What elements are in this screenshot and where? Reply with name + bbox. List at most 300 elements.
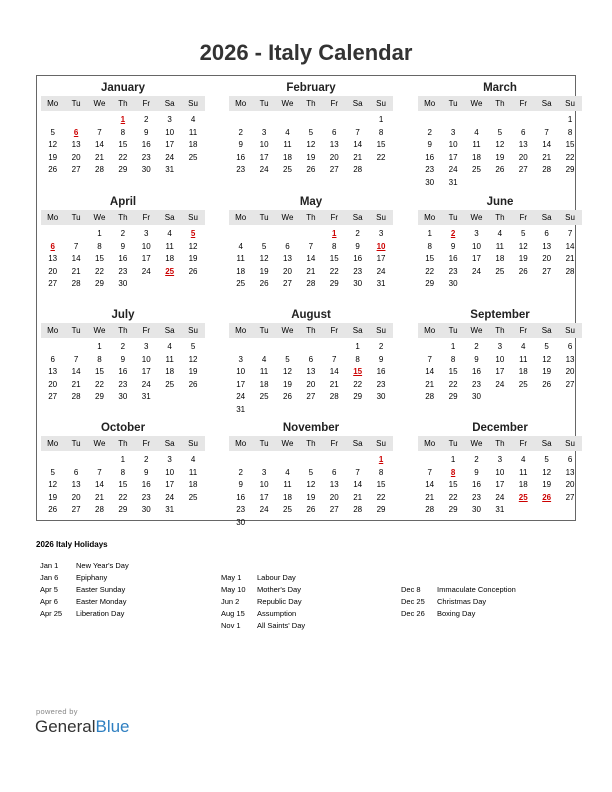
empty-day-cell (158, 278, 181, 291)
weekday-label: Th (495, 439, 505, 448)
day-cell: 11 (519, 354, 528, 364)
empty-day-cell (465, 278, 488, 291)
weekday-label: Mo (424, 439, 436, 448)
day-cell: 24 (495, 379, 505, 389)
empty-day-cell (558, 177, 581, 190)
weekday-label: Su (188, 439, 198, 448)
day-cell: 21 (306, 266, 316, 276)
day-cell: 5 (261, 241, 267, 251)
empty-day-cell (465, 177, 488, 190)
day-cell: 4 (521, 342, 526, 351)
weekday-label: Fr (330, 326, 339, 335)
weekday-label: Tu (259, 99, 269, 108)
day-cell: 28 (71, 279, 81, 288)
day-cell: 25 (472, 165, 481, 174)
holiday-day-cell: 8 (450, 467, 456, 477)
day-cell: 19 (518, 254, 528, 263)
weekday-label: Sa (164, 213, 175, 222)
day-cell: 24 (165, 492, 175, 502)
empty-day-cell (323, 404, 346, 417)
weekday-header (41, 96, 205, 111)
holiday-entry (221, 596, 305, 608)
day-cell: 29 (118, 505, 128, 514)
month-april (41, 194, 205, 291)
empty-day-cell (276, 454, 299, 467)
holiday-day-cell: 26 (542, 492, 552, 502)
weekday-label: Su (188, 99, 198, 108)
day-cell: 16 (141, 140, 151, 149)
holiday-column (401, 560, 516, 620)
day-cell: 1 (450, 342, 456, 351)
day-cell: 9 (450, 241, 456, 251)
day-cell: 16 (472, 480, 481, 489)
holiday-name: Boxing Day (437, 609, 476, 618)
day-cell: 18 (165, 367, 175, 376)
empty-day-cell (512, 114, 535, 127)
week-row (418, 341, 582, 354)
day-cell: 25 (188, 152, 198, 162)
day-cell: 7 (427, 467, 432, 477)
day-cell: 28 (353, 505, 363, 514)
empty-day-cell (418, 454, 441, 467)
day-cell: 27 (71, 505, 81, 514)
weekday-label: Fr (519, 439, 528, 448)
day-cell: 30 (141, 505, 151, 514)
day-cell: 6 (567, 455, 573, 464)
week-row (418, 454, 582, 467)
holiday-date: Dec 26 (401, 609, 425, 618)
day-cell: 8 (567, 127, 573, 137)
holiday-day-cell: 25 (518, 492, 528, 502)
week-row (41, 454, 205, 467)
weekday-label: Fr (142, 213, 151, 222)
day-cell: 18 (165, 254, 175, 263)
weekday-label: Th (306, 326, 316, 335)
day-cell: 5 (544, 342, 549, 351)
week-row (229, 253, 393, 266)
day-cell: 17 (448, 152, 458, 162)
day-cell: 4 (238, 241, 243, 251)
day-cell: 10 (141, 354, 151, 364)
month-name: July (111, 309, 135, 321)
empty-day-cell (418, 341, 441, 354)
week-row (418, 164, 582, 177)
empty-day-cell (252, 517, 275, 530)
day-cell: 19 (306, 152, 316, 162)
day-cell: 28 (95, 505, 104, 514)
weekday-label: Su (565, 326, 575, 335)
day-cell: 13 (565, 467, 575, 477)
day-cell: 21 (329, 379, 339, 389)
week-row (229, 504, 393, 517)
day-cell: 15 (376, 140, 386, 149)
day-cell: 3 (497, 455, 503, 464)
weekday-label: Mo (235, 326, 247, 335)
day-cell: 2 (144, 455, 149, 464)
weekday-label: Tu (448, 439, 458, 448)
day-cell: 12 (495, 140, 505, 149)
month-december (418, 420, 582, 517)
holiday-name: Liberation Day (76, 609, 125, 618)
week-row (229, 379, 393, 392)
day-cell: 19 (48, 492, 58, 502)
day-cell: 25 (283, 505, 292, 514)
day-cell: 18 (518, 480, 528, 489)
holiday-column (221, 560, 305, 632)
empty-day-cell (64, 114, 87, 127)
weekday-label: Fr (142, 99, 151, 108)
weekday-label: Mo (47, 326, 59, 335)
empty-day-cell (346, 454, 369, 467)
day-cell: 24 (165, 152, 175, 162)
day-cell: 12 (306, 140, 316, 149)
day-cell: 12 (259, 254, 269, 263)
weekday-label: We (470, 439, 483, 448)
weekday-label: Fr (142, 326, 151, 335)
day-cell: 17 (472, 254, 481, 263)
week-row (229, 454, 393, 467)
generalblue-logo[interactable] (35, 717, 130, 737)
weekday-label: Tu (71, 326, 81, 335)
day-cell: 7 (544, 127, 549, 137)
weekday-label: Mo (235, 213, 247, 222)
day-cell: 31 (165, 165, 175, 174)
day-cell: 17 (495, 480, 505, 489)
day-cell: 13 (329, 480, 339, 489)
day-cell: 19 (542, 367, 552, 376)
day-cell: 18 (283, 492, 292, 502)
week-row (41, 504, 205, 517)
day-cell: 9 (144, 127, 149, 137)
day-cell: 3 (238, 354, 243, 364)
empty-day-cell (64, 228, 87, 241)
day-cell: 23 (141, 492, 151, 502)
day-cell: 19 (259, 266, 269, 276)
week-row (229, 114, 393, 127)
day-cell: 17 (376, 254, 386, 263)
day-cell: 28 (95, 165, 104, 174)
day-cell: 27 (329, 165, 339, 174)
day-cell: 22 (118, 492, 128, 502)
empty-day-cell (299, 228, 322, 241)
day-cell: 22 (95, 379, 104, 389)
day-cell: 30 (118, 392, 128, 401)
day-cell: 19 (542, 480, 552, 489)
weekday-label: We (93, 99, 106, 108)
day-cell: 1 (427, 229, 432, 238)
day-cell: 13 (71, 480, 81, 489)
weekday-label: Mo (47, 213, 59, 222)
day-cell: 10 (495, 354, 505, 364)
empty-day-cell (252, 454, 275, 467)
weekday-label: Sa (352, 326, 363, 335)
day-cell: 30 (376, 392, 386, 401)
week-row (41, 114, 205, 127)
day-cell: 22 (118, 152, 128, 162)
day-cell: 18 (188, 140, 198, 149)
weekday-label: Tu (71, 439, 81, 448)
day-cell: 5 (521, 229, 526, 238)
day-cell: 14 (95, 480, 104, 489)
weekday-header (229, 323, 393, 338)
day-cell: 20 (329, 152, 339, 162)
weekday-label: Fr (330, 99, 339, 108)
day-cell: 14 (425, 367, 435, 376)
day-cell: 7 (355, 467, 360, 477)
empty-day-cell (252, 404, 275, 417)
day-cell: 17 (259, 152, 269, 162)
weekday-label: Sa (164, 326, 175, 335)
weekday-label: Mo (47, 99, 59, 108)
day-cell: 13 (48, 367, 58, 376)
day-cell: 11 (519, 467, 528, 477)
day-cell: 11 (259, 367, 269, 376)
day-cell: 14 (71, 367, 81, 376)
empty-day-cell (512, 391, 535, 404)
empty-day-cell (252, 341, 275, 354)
day-cell: 14 (565, 241, 575, 251)
day-cell: 6 (50, 354, 55, 364)
month-march (418, 80, 582, 189)
day-cell: 28 (71, 392, 81, 401)
day-cell: 2 (378, 342, 384, 351)
day-cell: 27 (48, 279, 58, 288)
day-cell: 4 (285, 127, 290, 137)
weekday-header (41, 436, 205, 451)
day-cell: 21 (353, 152, 363, 162)
day-cell: 7 (332, 354, 337, 364)
weekday-label: We (281, 439, 294, 448)
empty-day-cell (488, 391, 511, 404)
day-cell: 1 (450, 455, 456, 464)
empty-day-cell (418, 114, 441, 127)
month-may (229, 194, 393, 291)
logo-text-general: General (35, 717, 96, 736)
week-row (41, 266, 205, 279)
month-june (418, 194, 582, 291)
week-row (41, 479, 205, 492)
empty-day-cell (41, 228, 64, 241)
weekday-label: Sa (164, 99, 175, 108)
weekday-label: We (93, 213, 106, 222)
day-cell: 7 (97, 127, 102, 137)
day-cell: 14 (425, 480, 435, 489)
empty-day-cell (369, 404, 392, 417)
day-cell: 21 (425, 379, 435, 389)
weekday-header (418, 436, 582, 451)
holiday-entry (40, 584, 129, 596)
empty-day-cell (369, 517, 392, 530)
day-cell: 17 (236, 379, 246, 389)
day-cell: 27 (518, 165, 528, 174)
weekday-label: Mo (424, 213, 436, 222)
day-cell: 4 (190, 455, 196, 464)
day-cell: 1 (97, 342, 102, 351)
holiday-date: Dec 25 (401, 597, 425, 606)
day-cell: 14 (306, 254, 316, 263)
week-row (418, 177, 582, 190)
weekday-label: Mo (235, 439, 247, 448)
day-cell: 28 (306, 279, 316, 288)
weekday-label: Th (118, 99, 128, 108)
empty-day-cell (276, 517, 299, 530)
empty-day-cell (535, 114, 558, 127)
week-row (418, 379, 582, 392)
weekday-header (229, 210, 393, 225)
day-cell: 17 (259, 492, 269, 502)
day-cell: 23 (236, 165, 246, 174)
weekday-header (418, 210, 582, 225)
empty-day-cell (299, 404, 322, 417)
week-row (41, 467, 205, 480)
week-row (229, 164, 393, 177)
empty-day-cell (181, 278, 204, 291)
day-cell: 5 (544, 455, 549, 464)
holiday-date: Apr 5 (40, 585, 58, 594)
empty-day-cell (299, 114, 322, 127)
day-cell: 18 (188, 480, 198, 489)
day-cell: 9 (474, 467, 479, 477)
day-cell: 20 (565, 480, 575, 489)
empty-day-cell (229, 454, 252, 467)
day-cell: 11 (236, 254, 245, 263)
week-row (229, 341, 393, 354)
day-cell: 19 (188, 367, 198, 376)
day-cell: 23 (472, 379, 481, 389)
day-cell: 27 (565, 492, 575, 502)
day-cell: 26 (306, 165, 316, 174)
month-name: November (282, 422, 340, 434)
empty-day-cell (346, 517, 369, 530)
day-cell: 29 (329, 279, 339, 288)
day-cell: 4 (190, 115, 196, 124)
day-cell: 29 (448, 392, 458, 401)
month-name: August (291, 309, 331, 321)
day-cell: 10 (448, 140, 458, 149)
weekday-header (418, 96, 582, 111)
empty-day-cell (276, 228, 299, 241)
day-cell: 16 (236, 492, 246, 502)
day-cell: 21 (542, 152, 552, 162)
day-cell: 29 (425, 279, 435, 288)
weekday-label: Th (495, 213, 505, 222)
day-cell: 11 (283, 140, 292, 149)
day-cell: 4 (474, 127, 479, 137)
day-cell: 29 (95, 279, 104, 288)
empty-day-cell (369, 164, 392, 177)
day-cell: 19 (306, 492, 316, 502)
day-cell: 23 (448, 266, 458, 276)
day-cell: 10 (495, 467, 505, 477)
day-cell: 2 (238, 467, 243, 477)
day-cell: 21 (71, 379, 81, 389)
empty-day-cell (512, 177, 535, 190)
week-row (41, 253, 205, 266)
day-cell: 31 (495, 505, 505, 514)
day-cell: 23 (376, 379, 386, 389)
week-row (41, 127, 205, 140)
empty-day-cell (558, 504, 581, 517)
empty-day-cell (158, 391, 181, 404)
day-cell: 20 (542, 254, 552, 263)
holiday-entry (401, 560, 516, 572)
day-cell: 3 (474, 229, 479, 238)
day-cell: 25 (165, 379, 175, 389)
day-cell: 13 (329, 140, 339, 149)
holiday-name: Easter Monday (76, 597, 127, 606)
weekday-label: Sa (164, 439, 175, 448)
weekday-label: Th (118, 326, 128, 335)
weekday-label: Mo (47, 439, 59, 448)
holiday-date: Apr 25 (40, 609, 63, 618)
empty-day-cell (229, 341, 252, 354)
day-cell: 6 (332, 467, 337, 477)
weekday-label: Tu (448, 326, 458, 335)
day-cell: 27 (306, 392, 316, 401)
day-cell: 25 (495, 266, 505, 276)
day-cell: 23 (118, 379, 128, 389)
day-cell: 27 (542, 266, 552, 276)
day-cell: 3 (167, 455, 172, 464)
day-cell: 16 (425, 152, 435, 162)
day-cell: 31 (376, 279, 386, 288)
empty-day-cell (535, 391, 558, 404)
holiday-name: Easter Sunday (76, 585, 126, 594)
day-cell: 21 (353, 492, 363, 502)
day-cell: 4 (521, 455, 526, 464)
day-cell: 8 (450, 354, 456, 364)
weekday-label: Fr (142, 439, 151, 448)
week-row (41, 341, 205, 354)
day-cell: 4 (167, 229, 172, 238)
empty-day-cell (276, 341, 299, 354)
holiday-day-cell: 6 (73, 127, 79, 137)
day-cell: 23 (118, 266, 128, 276)
day-cell: 12 (48, 480, 58, 489)
holiday-day-cell: 25 (165, 266, 175, 276)
day-cell: 24 (448, 165, 458, 174)
day-cell: 3 (378, 229, 384, 238)
day-cell: 11 (165, 241, 174, 251)
day-cell: 13 (71, 140, 81, 149)
holiday-name: Christmas Day (437, 597, 487, 606)
day-cell: 17 (141, 367, 151, 376)
day-cell: 9 (238, 480, 243, 489)
day-cell: 27 (283, 279, 292, 288)
empty-day-cell (252, 228, 275, 241)
empty-day-cell (88, 114, 111, 127)
day-cell: 20 (48, 266, 58, 276)
month-november (229, 420, 393, 529)
day-cell: 30 (472, 392, 481, 401)
day-cell: 26 (259, 279, 269, 288)
holiday-entry (401, 596, 516, 608)
day-cell: 30 (472, 505, 481, 514)
day-cell: 9 (120, 354, 126, 364)
day-cell: 6 (285, 241, 290, 251)
day-cell: 1 (97, 229, 102, 238)
weekday-label: Tu (71, 213, 81, 222)
holiday-date: Nov 1 (221, 621, 241, 630)
day-cell: 2 (474, 342, 479, 351)
day-cell: 7 (308, 241, 314, 251)
week-row (229, 139, 393, 152)
day-cell: 20 (518, 152, 528, 162)
holiday-day-cell: 5 (190, 229, 196, 238)
day-cell: 22 (425, 266, 435, 276)
day-cell: 29 (353, 392, 363, 401)
day-cell: 12 (48, 140, 58, 149)
